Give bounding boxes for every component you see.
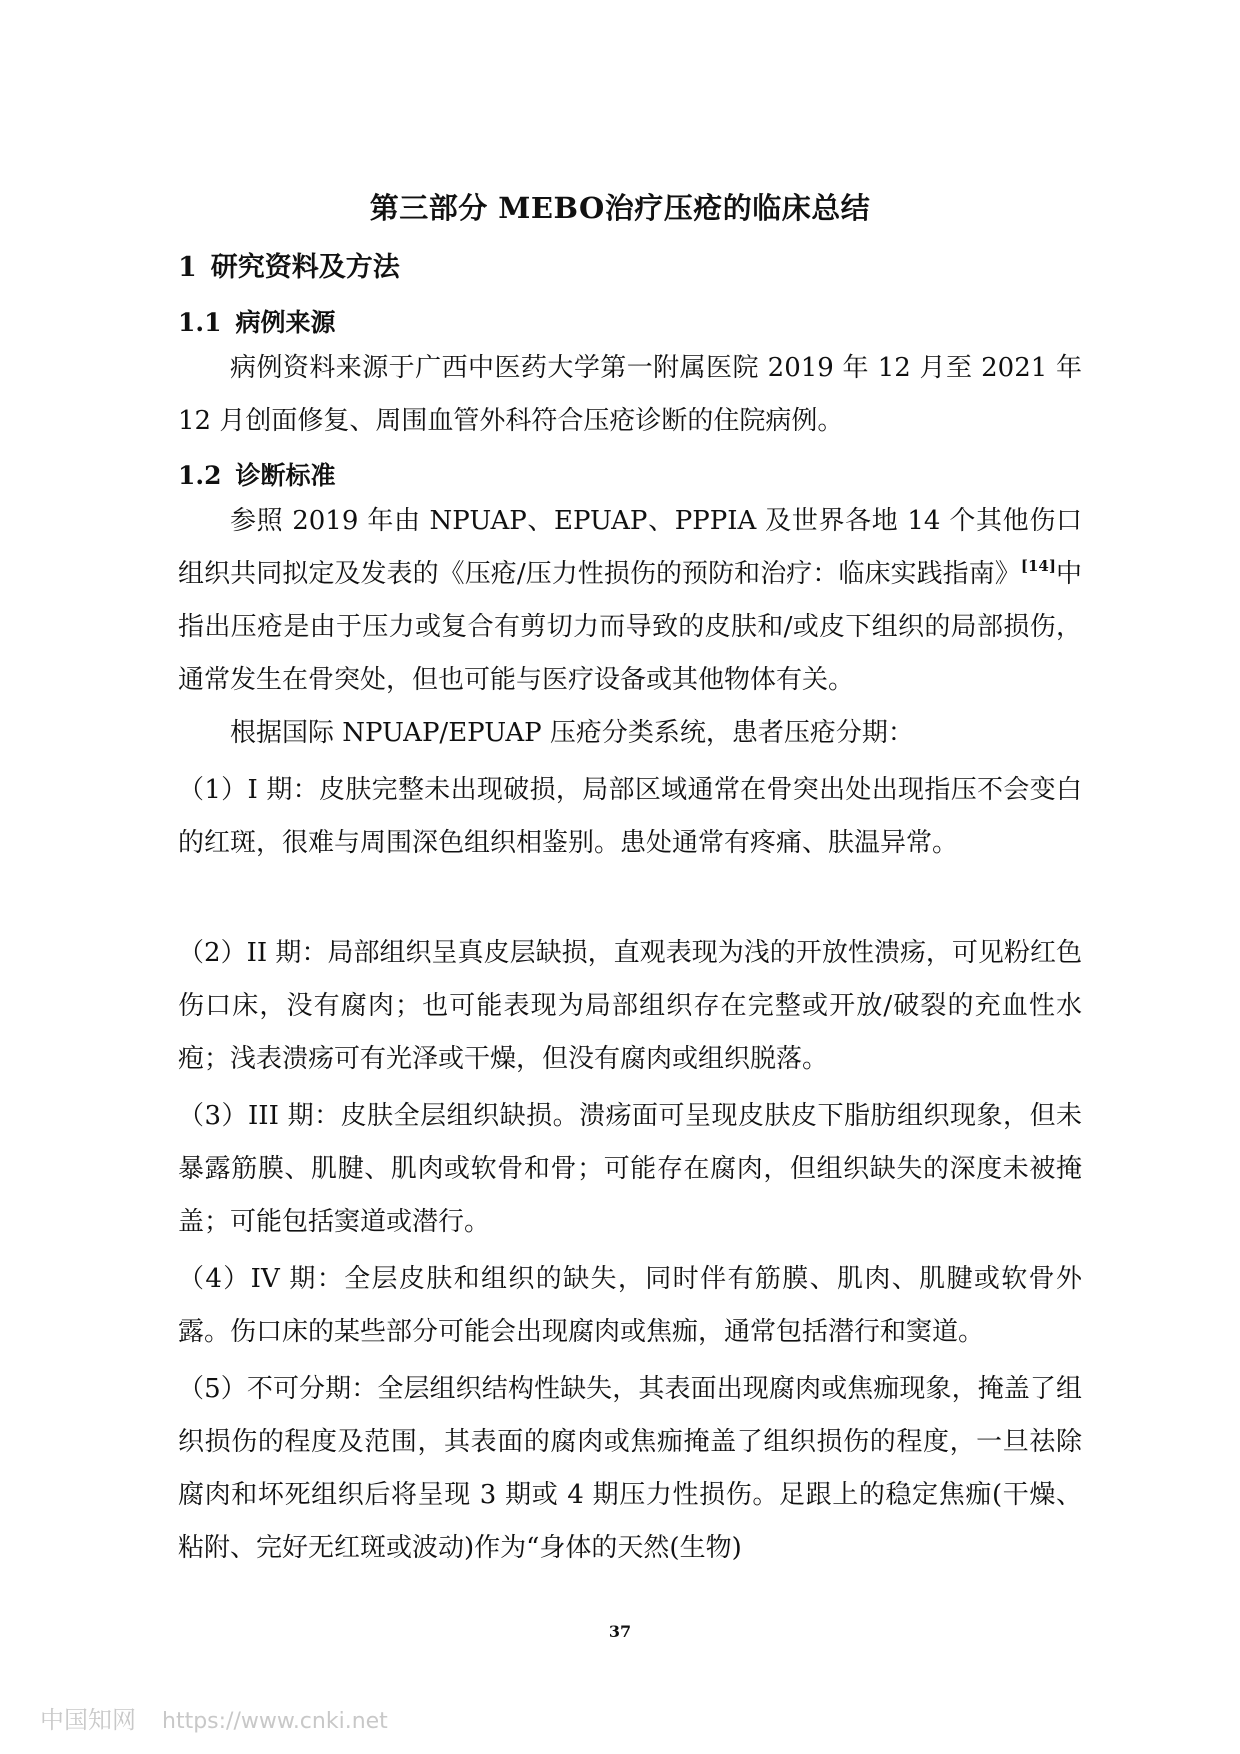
cnki-watermark xyxy=(40,1700,388,1735)
section-number: 1 xyxy=(178,252,197,283)
section-title: 病例来源 xyxy=(235,308,336,337)
citation-ref: [14] xyxy=(1020,557,1056,575)
diagnosis-text-before-ref: 参照 2019 年由 NPUAP、EPUAP、PPPIA 及世界各地 14 个其他伤口组织共同拟定及发表的《压疮/压力性损伤的预防和治疗：临床实践指南》 xyxy=(178,506,1082,589)
watermark-url: https://www.cnki.net xyxy=(162,1709,388,1734)
section-title: 诊断标准 xyxy=(235,461,336,490)
case-source-paragraph: 病例资料来源于广西中医药大学第一附属医院 2019 年 12 月至 2021 年 12 月创面修复、周围血管外科符合压疮诊断的住院病例。 xyxy=(178,353,1082,436)
section-title: 研究资料及方法 xyxy=(210,252,400,283)
stage-3-paragraph: （3）III 期：皮肤全层组织缺损。溃疡面可呈现皮肤皮下脂肪组织现象，但未暴露筋膜、肌腱、肌肉或软骨和骨；可能存在腐肉，但组织缺失的深度未被掩盖；可能包括窦道或潜行。 xyxy=(178,1101,1082,1237)
section-heading-1-2 xyxy=(178,456,336,492)
page-number: 37 xyxy=(608,1622,632,1641)
stage-2-paragraph: （2）II 期：局部组织呈真皮层缺损，直观表现为浅的开放性溃疡，可见粉红色伤口床，没有腐肉；也可能表现为局部组织存在完整或开放/破裂的充血性水疱；浅表溃疡可有光泽或干燥，但没有腐肉或组织脱落。 xyxy=(178,938,1082,1074)
section-number: 1.1 xyxy=(178,308,222,337)
classification-intro-paragraph: 根据国际 NPUAP/EPUAP 压疮分类系统，患者压疮分期： xyxy=(230,718,914,748)
section-heading-1 xyxy=(178,245,400,284)
stage-1-paragraph: （1）I 期：皮肤完整未出现破损，局部区域通常在骨突出处出现指压不会变白的红斑，很难与周围深色组织相鉴别。患处通常有疼痛、肤温异常。 xyxy=(178,775,1082,858)
section-number: 1.2 xyxy=(178,461,222,490)
watermark-brand: 中国知网 xyxy=(40,1706,136,1734)
page-title: 第三部分 MEBO治疗压疮的临床总结 xyxy=(369,191,871,225)
diagnosis-paragraph xyxy=(178,495,1082,707)
section-heading-1-1 xyxy=(178,303,336,339)
stage-4-paragraph: （4）IV 期：全层皮肤和组织的缺失，同时伴有筋膜、肌肉、肌腱或软骨外露。伤口床的某些部分可能会出现腐肉或焦痂，通常包括潜行和窦道。 xyxy=(178,1264,1082,1347)
diagnosis-text-after-ref: 中指出压疮是由于压力或复合有剪切力而导致的皮肤和/或皮下组织的局部损伤，通常发生在骨突处，但也可能与医疗设备或其他物体有关。 xyxy=(178,559,1082,695)
stage-unstageable-paragraph: （5）不可分期：全层组织结构性缺失，其表面出现腐肉或焦痂现象，掩盖了组织损伤的程度及范围，其表面的腐肉或焦痂掩盖了组织损伤的程度，一旦祛除腐肉和坏死组织后将呈现 3 期或 4 期压力性损伤。足跟上的稳定焦痂(干燥、粘附、完好无红斑或波动)作为“身体的天然(生物) xyxy=(178,1374,1082,1563)
